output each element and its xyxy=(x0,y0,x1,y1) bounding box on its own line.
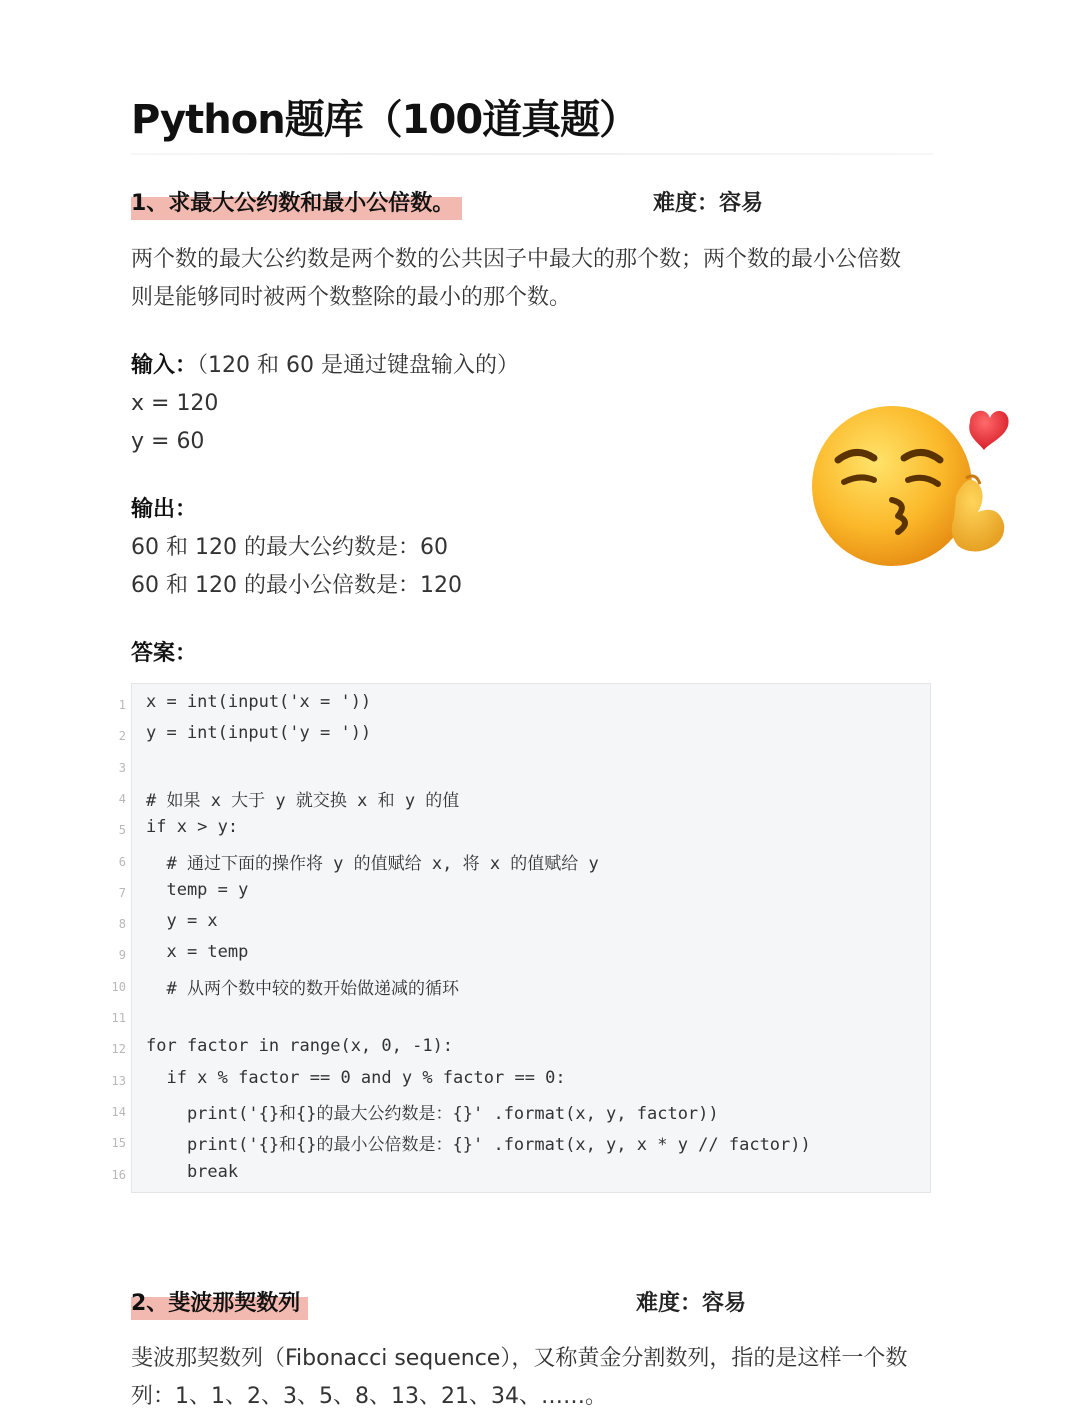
question-1-description-line: 两个数的最大公约数是两个数的公共因子中最大的那个数；两个数的最小公倍数 xyxy=(131,247,902,272)
code-line-number: 10 xyxy=(111,980,126,994)
question-2-description xyxy=(131,1340,931,1416)
question-2-description-line: 斐波那契数列（Fibonacci sequence），又称黄金分割数列，指的是这样一个数 xyxy=(131,1346,908,1371)
question-2-description-line: 列：1、1、2、3、5、8、13、21、34、……。 xyxy=(131,1384,607,1409)
code-line-number: 16 xyxy=(111,1168,126,1182)
output-gcd-line: 60 和 120 的最大公约数是：60 xyxy=(131,535,448,560)
code-line: x = temp xyxy=(146,942,249,962)
code-line: x = int(input('x = ')) xyxy=(146,692,372,712)
code-line-number: 12 xyxy=(111,1042,126,1056)
code-line-number: 3 xyxy=(118,761,126,775)
code-line-number: 11 xyxy=(111,1011,126,1025)
input-heading xyxy=(131,351,519,381)
question-2-title: 2、斐波那契数列 xyxy=(131,1288,308,1320)
question-2-difficulty: 难度：容易 xyxy=(636,1291,747,1316)
code-line-number: 7 xyxy=(118,886,126,900)
output-label: 输出： xyxy=(131,497,198,522)
code-line: y = x xyxy=(146,911,218,931)
input-x-line: x = 120 xyxy=(131,391,219,416)
code-line-number: 5 xyxy=(118,823,126,837)
code-line: break xyxy=(146,1162,239,1182)
code-line: for factor in range(x, 0, -1): xyxy=(146,1036,454,1056)
question-1-description xyxy=(131,241,931,317)
title-divider xyxy=(131,153,933,155)
code-line: temp = y xyxy=(146,880,249,900)
code-line-number: 14 xyxy=(111,1105,126,1119)
output-lcm-line: 60 和 120 的最小公倍数是：120 xyxy=(131,573,462,598)
code-line: # 从两个数中较的数开始做递减的循环 xyxy=(146,979,459,999)
code-line-number: 4 xyxy=(118,792,126,806)
code-line-number: 13 xyxy=(111,1074,126,1088)
code-line-number: 6 xyxy=(118,855,126,869)
code-line: # 如果 x 大于 y 就交换 x 和 y 的值 xyxy=(146,791,460,811)
input-note: （120 和 60 是通过键盘输入的） xyxy=(197,353,519,378)
question-1-title: 1、求最大公约数和最小公倍数。 xyxy=(131,188,462,220)
kissing-face-with-heart-emoji-icon xyxy=(808,400,1013,570)
code-line-number: 9 xyxy=(118,948,126,962)
code-line-number: 2 xyxy=(118,729,126,743)
code-line-number: 15 xyxy=(111,1136,126,1150)
input-label: 输入： xyxy=(131,353,198,378)
code-line: # 通过下面的操作将 y 的值赋给 x, 将 x 的值赋给 y xyxy=(146,854,599,874)
code-line: print('{}和{}的最大公约数是：{}' .format(x, y, factor)) xyxy=(146,1104,719,1124)
code-line: if x % factor == 0 and y % factor == 0: xyxy=(146,1068,566,1088)
question-1-difficulty: 难度：容易 xyxy=(653,191,764,216)
question-1-description-line: 则是能够同时被两个数整除的最小的那个数。 xyxy=(131,285,572,310)
input-y-line: y = 60 xyxy=(131,429,205,454)
code-line: if x > y: xyxy=(146,817,239,837)
question-2-header xyxy=(131,1288,933,1324)
code-line: print('{}和{}的最小公倍数是：{}' .format(x, y, x * y // factor)) xyxy=(146,1135,811,1155)
page-title: Python题库（100道真题） xyxy=(131,97,639,143)
code-line: y = int(input('y = ')) xyxy=(146,723,372,743)
code-line-number: 1 xyxy=(118,698,126,712)
code-line-number: 8 xyxy=(118,917,126,931)
answer-label: 答案： xyxy=(131,641,198,666)
question-1-header xyxy=(131,188,933,224)
